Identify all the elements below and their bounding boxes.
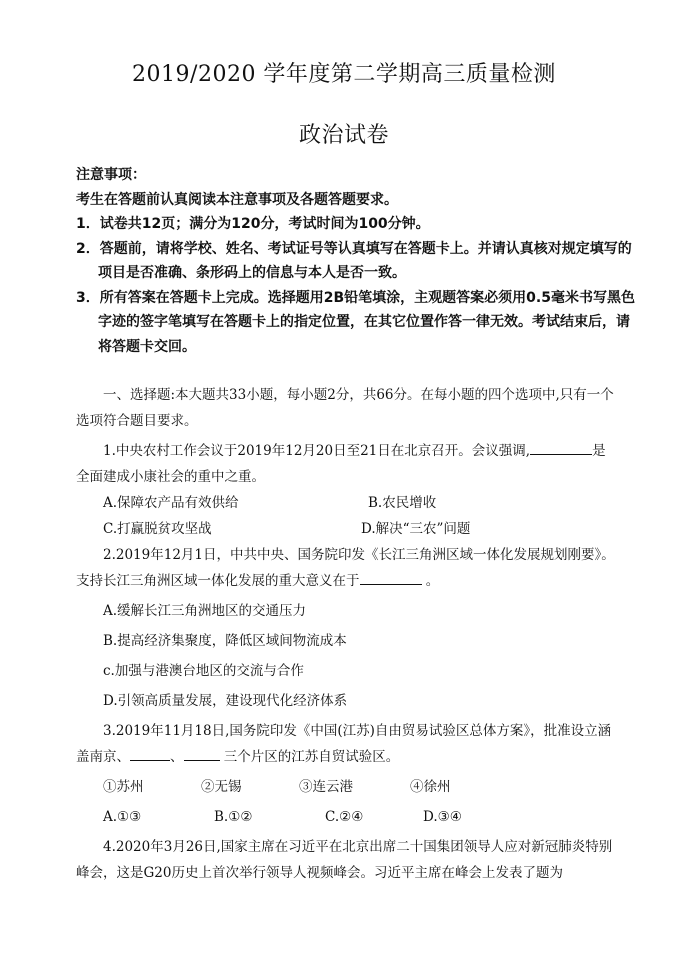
question-3-separator: 、 xyxy=(170,749,184,765)
q3-item-1: ①苏州 xyxy=(103,779,144,795)
notice-item-3: 3．所有答案在答题卡上完成。选择题用2B铅笔填涂，主观题答案必须用0.5毫米书写黑色字迹的签字笔填写在答题卡上的指定位置，在其它位置作答一律无效。考试结束后，请将答题卡交回。 xyxy=(76,289,635,355)
q2-option-a: A.缓解长江三角洲地区的交通压力 xyxy=(103,603,307,619)
answer-blank xyxy=(130,745,170,761)
question-3-options xyxy=(76,804,616,830)
q3-item-2: ②无锡 xyxy=(201,779,242,795)
question-3-stem-end: 三个片区的江苏自贸试验区。 xyxy=(223,749,400,765)
question-2-stem-text: 2.2019年12月1日，中共中央、国务院印发《长江三角洲区域一体化发展规划刚要》。支持长江三角洲区域一体化发展的重大意义在于 xyxy=(76,547,615,589)
q3-option-b: B.①② xyxy=(214,809,253,825)
question-4-stem: 4.2020年3月26日,国家主席在习近平在北京出席二十国集团领导人应对新冠肺炎特别峰会，这是G20历史上首次举行领导人视频峰会。习近平主席在峰会上发表了题为 xyxy=(76,839,613,881)
q1-option-d: D.解决“三农”问题 xyxy=(361,521,471,537)
q3-option-d: D.③④ xyxy=(423,809,462,825)
question-1-stem xyxy=(76,438,616,490)
notice-item-1: 1．试卷共12页；满分为120分，考试时间为100分钟。 xyxy=(76,216,430,232)
notice-heading: 注意事项： xyxy=(76,167,146,183)
q2-option-b: B.提高经济集聚度，降低区域间物流成本 xyxy=(103,633,347,649)
question-3-stem-text: 3.2019年11月18日,国务院印发《中国(江苏)自由贸易试验区总体方案》，批准设立涵盖南京、 xyxy=(76,723,612,765)
question-1-options-row-2 xyxy=(76,516,616,542)
questions xyxy=(76,382,616,886)
section-1-intro: 一、选择题:本大题共33小题，每小题2分，共66分。在每小题的四个选项中,只有一个选项符合题目要求。 xyxy=(76,387,614,429)
notice-section xyxy=(76,163,636,359)
q2-option-c: c.加强与港澳台地区的交流与合作 xyxy=(103,663,304,679)
exam-title: 2019/2020 学年度第二学期高三质量检测 xyxy=(132,62,556,87)
question-1-stem-text: 1.中央农村工作会议于2019年12月20日至21日在北京召开。会议强调, xyxy=(103,443,531,459)
question-1-stem-end: 是全面建成小康社会的重中之重。 xyxy=(76,443,606,485)
answer-blank xyxy=(184,745,220,761)
question-2-stem xyxy=(76,542,616,594)
exam-subtitle: 政治试卷 xyxy=(298,123,389,148)
answer-blank xyxy=(530,439,592,455)
q1-option-b: B.农民增收 xyxy=(368,495,437,511)
q1-option-a: A.保障农产品有效供给 xyxy=(103,495,239,511)
answer-blank xyxy=(360,569,422,585)
notice-intro: 考生在答题前认真阅读本注意事项及各题答题要求。 xyxy=(76,191,398,208)
q3-item-4: ④徐州 xyxy=(410,779,451,795)
question-1-options-row-1 xyxy=(76,490,616,516)
q3-item-3: ③连云港 xyxy=(299,779,353,795)
question-3-stem xyxy=(76,718,616,770)
q3-option-a: A.①③ xyxy=(103,809,142,825)
q1-option-c: C.打赢脱贫攻坚战 xyxy=(103,521,212,537)
question-2-stem-end: 。 xyxy=(425,573,440,589)
notice-item-2: 2．答题前，请将学校、姓名、考试证号等认真填写在答题卡上。并请认真核对规定填写的项目是否准确、条形码上的信息与本人是否一致。 xyxy=(76,240,632,281)
q2-option-d: D.引领高质量发展，建设现代化经济体系 xyxy=(103,693,348,709)
question-3-items xyxy=(76,774,616,800)
q3-option-c: C.②④ xyxy=(325,809,364,825)
